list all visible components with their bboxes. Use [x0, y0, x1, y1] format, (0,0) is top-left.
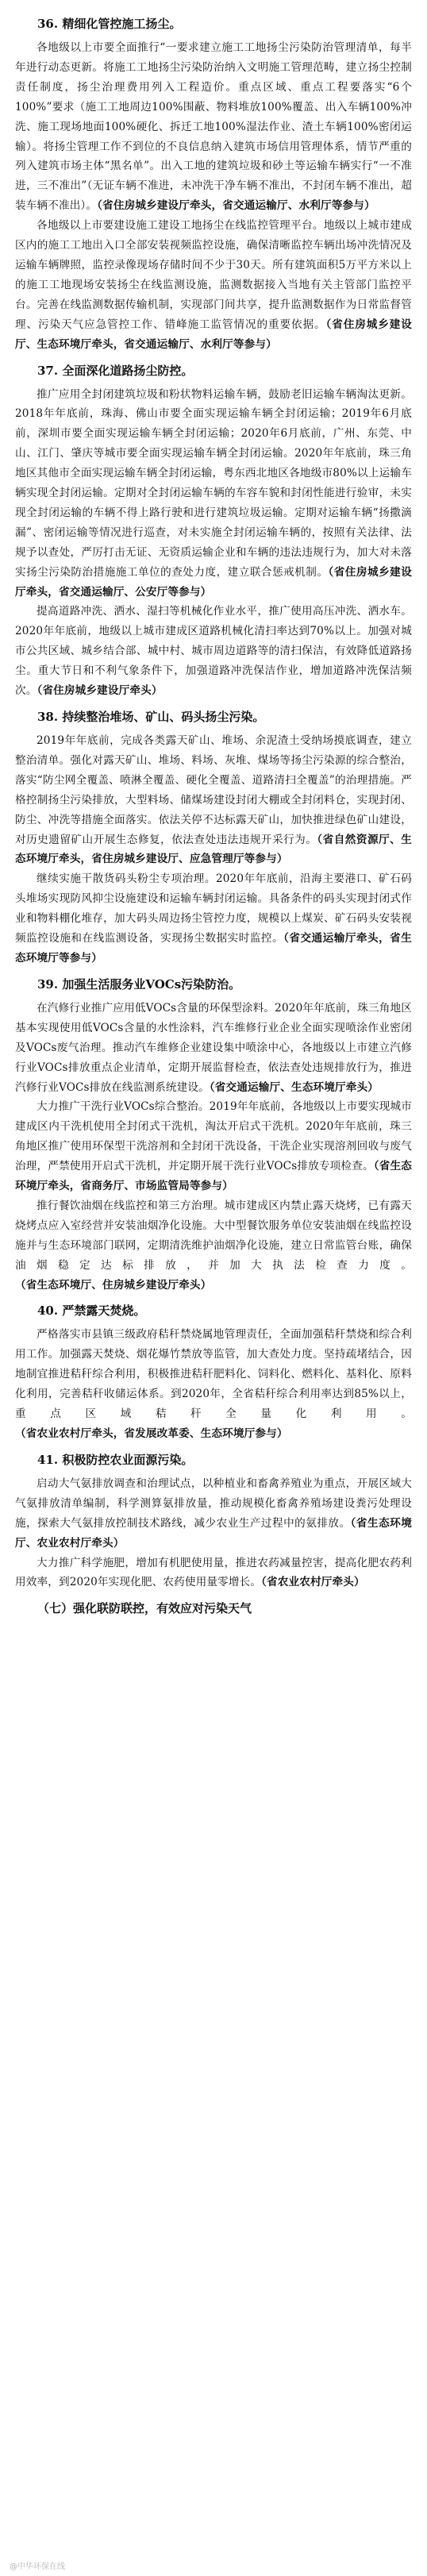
section-heading: 38. 持续整治堆场、矿山、码头扬尘污染。 [37, 710, 265, 724]
section-heading: 40. 严禁露天焚烧。 [37, 1303, 146, 1319]
section-40 [15, 1301, 412, 1443]
section-heading: 36. 精细化管控施工扬尘。 [37, 17, 182, 31]
paragraph [15, 869, 412, 968]
section-36 [15, 14, 412, 355]
responsibility-note: （省生态环境厅、农业农村厅牵头） [15, 1516, 412, 1550]
section-39 [15, 975, 412, 1296]
responsibility-note: （省交通运输厅牵头，省生态环境厅等参与） [15, 932, 412, 965]
paragraph [15, 731, 412, 869]
paragraph [15, 602, 412, 701]
paragraph-text: 提高道路冲洗、洒水、湿扫等机械化作业水平，推广使用高压冲洗、洒水车。2020年年底前，地级以上城市建成区道路机械化清扫率达到70%以上。加强对城市公共区域、城乡结合部、城中村、城市周边道路等的清扫保洁，有效降低道路扬尘。重大节日和不利气象条件下，加强道路冲洗保洁作业，增加道路冲洗保洁频次。 [15, 605, 412, 698]
paragraph [15, 1474, 412, 1554]
paragraph-text: 2019年年底前，完成各类露天矿山、堆场、余泥渣土受纳场摸底调查，建立整治清单。强化对露天矿山、堆场、料场、灰堆、煤场等扬尘污染源的综合整治，落实“防尘网全覆盖、喷淋全覆盖、硬化全覆盖、道路清扫全覆盖”的治理措施。严格控制扬尘污染排放，大型料场、储煤场建设封闭大棚或全封闭料仓，实现封闭、防尘、冲洗等措施全面落实。依法关停不达标露天矿山，加快推进绿色矿山建设，对历史遗留矿山开展生态修复，依法查处违法违规开采行为。 [15, 734, 412, 846]
section-38 [15, 707, 412, 968]
paragraph [15, 216, 412, 354]
section-37 [15, 361, 412, 702]
responsibility-note: （省农业农村厅牵头，省发展改革委、生态环境厅参与） [15, 1427, 288, 1440]
section-41 [15, 1450, 412, 1592]
paragraph [15, 38, 412, 216]
paragraph-text: 严格落实市县镇三级政府秸秆禁烧属地管理责任，全面加强秸秆禁烧和综合利用工作。加强露天焚烧、烟花爆竹禁放等监管，加大查处力度。坚持疏堵结合，因地制宜推进秸秆综合利用，积极推进秸秆肥料化、饲料化、燃料化、基料化、原料化利用，完善秸秆收储运体系。到2020年，全省秸秆综合利用率达到85%以上，重点区域秸秆全量化利用。 [15, 1328, 412, 1421]
responsibility-note: （省自然资源厅、生态环境厅牵头，省住房城乡建设厅、应急管理厅等参与） [15, 833, 412, 866]
paragraph-text: 各地级以上市要建设施工建设工地扬尘在线监控管理平台。地级以上城市建成区内的施工工地出入口全部安装视频监控设施，确保清晰监控车辆出场冲洗情况及运输车辆牌照，监控录像现场存储时间不少于30天。所有建筑面积5万平方米以上的施工工地现场安装扬尘在线监测设施，监测数据接入当地有关主管部门监控平台。完善在线监测数据传输机制，实现部门间共享，提升监测数据作为日常监督管理、污染天气应急管控工作、错峰施工监管情况的重要依据。 [15, 219, 412, 331]
paragraph-text: 推广应用全封闭建筑垃圾和粉状物料运输车辆，鼓励老旧运输车辆淘汰更新。2018年年底前，珠海、佛山市要全面实现运输车辆全封闭运输；2019年6月底前，深圳市要全面实现运输车辆全封闭运输；2020年6月底前，广州、东莞、中山、江门、肇庆等城市要全面实现运输车辆全封闭运输。2020年年底前，珠三角地区其他市全面实现运输车辆全封闭运输，粤东西北地区各地级市80%以上运输车辆实现全封闭运输。定期对全封闭运输车辆的车容车貌和封闭性能进行验审，未实现全封闭运输的车辆不得上路行驶和进行建筑垃圾运输。定期对运输车辆“扬撒滴漏”、密闭运输等情况进行巡查，对未实施全封闭运输车辆的，按照有关法律、法规予以查处，严厉打击无证、无资质运输企业和车辆的违法违规行为，加大对未落实扬尘污染防治措施施工单位的查处力度，建立联合惩戒机制。 [15, 387, 412, 579]
responsibility-note: （省农业农村厅牵头） [261, 1576, 365, 1589]
section-heading: 37. 全面深化道路扬尘防控。 [37, 363, 194, 378]
paragraph-text: 大力推广科学施肥，增加有机肥使用量，推进农药减量控害，提高化肥农药利用效率，到2020年实现化肥、农药使用量零增长。 [15, 1556, 412, 1589]
section-heading: 41. 积极防控农业面源污染。 [37, 1452, 194, 1467]
responsibility-note: （省住房城乡建设厅牵头） [37, 684, 163, 698]
responsibility-note: （省生态环境厅牵头，省商务厅、市场监管局等参与） [15, 1160, 412, 1193]
responsibility-note: （省住房城乡建设厅、生态环境厅牵头，省交通运输厅、水利厅等参与） [15, 318, 412, 351]
paragraph [15, 1554, 412, 1593]
paragraph-text: 启动大气氨排放调查和治理试点，以种植业和畜禽养殖业为重点，开展区域大气氨排放清单编制，科学测算氨排放量，推动规模化畜禽养殖场建设粪污处理设施，探索大气氨排放控制技术路线，减少农业生产过程中的氨排放。 [15, 1477, 412, 1530]
section-7-subheading [15, 1599, 412, 1618]
paragraph-text: 大力推广干洗行业VOCs综合整治。2019年年底前，各地级以上市要实现城市建成区内干洗机使用全封闭式干洗机，淘汰开启式干洗机。2020年年底前，珠三角地区推广使用环保型干洗溶剂和全封闭干洗设备，干洗企业实现溶剂回收与废气治理，严禁使用开启式干洗机，并定期开展干洗行业VOCs排放专项检查。 [15, 1100, 412, 1173]
paragraph-text: 在汽修行业推广应用低VOCs含量的环保型涂料。2020年年底前，珠三角地区基本实现使用低VOCs含量的水性涂料，汽车维修行业企业全面实现喷涂作业密闭及VOCs废气治理。推动汽车维修企业建设集中喷涂中心，各地级以上市建立汽修行业VOCs排放重点企业清单，定期开展监督检查，依法查处违规排放行为，推进汽修行业VOCs排放在线监测系统建设。 [15, 1001, 412, 1094]
responsibility-note: （省生态环境厅、住房城乡建设厅牵头） [15, 1278, 212, 1292]
paragraph [15, 1325, 412, 1443]
section-heading: 39. 加强生活服务业VOCs污染防治。 [37, 976, 241, 992]
paragraph-text: 推行餐饮油烟在线监控和第三方治理。城市建成区内禁止露天烧烤，已有露天烧烤点应入室经营并安装油烟净化设施。大中型餐饮服务单位安装油烟在线监控设施并与生态环境部门联网，定期清洗维护油烟净化设施，建立日常监管台账，确保油烟稳定达标排放，并加大执法检查力度。 [15, 1199, 412, 1272]
source-watermark: @中华环保在线 [10, 2563, 65, 2571]
responsibility-note: （省住房城乡建设厅牵头，省交通运输厅、水利厅等参与） [97, 199, 375, 213]
section-heading: （七）强化联防联控，有效应对污染天气 [37, 1601, 252, 1616]
paragraph [15, 385, 412, 603]
paragraph-text: 继续实施干散货码头粉尘专项治理。2020年年底前，沿海主要港口、矿石码头堆场实现防风抑尘设施建设和运输车辆封闭运输。具备条件的码头实现封闭式作业和物料棚化堆存，加大码头周边扬尘管控力度，规模以上煤炭、矿石码头安装视频监控设施和在线监测设备，实现扬尘数据实时监控。 [15, 872, 412, 945]
responsibility-note: （省住房城乡建设厅牵头，省交通运输厅、公安厅等参与） [15, 565, 412, 599]
paragraph [15, 1097, 412, 1196]
paragraph [15, 1196, 412, 1296]
paragraph [15, 999, 412, 1098]
responsibility-note: （省交通运输厅、生态环境厅牵头） [209, 1080, 379, 1094]
paragraph-text: 各地级以上市要全面推行“一要求建立施工工地扬尘污染防治管理清单，每半年进行动态更新。将施工工地扬尘污染防治纳入文明施工管理范畴，建立扬尘控制责任制度，扬尘治理费用列入工程造价。重点区域、重点工程要落实“6个100%”要求（施工工地周边100%围蔽、物料堆放100%覆盖、出入车辆100%冲洗、施工现场地面100%硬化、拆迁工地100%湿法作业、渣土车辆100%密闭运输）。将扬尘管理工作不到位的不良信息纳入建筑市场信用管理体系，情节严重的列入建筑市场主体“黑名单”。出入工地的建筑垃圾和砂土等运输车辆实行“一不准进，三不准出”（无证车辆不准进，未冲洗干净车辆不准出，不封闭车辆不准出，超装车辆不准出）。 [15, 41, 412, 213]
